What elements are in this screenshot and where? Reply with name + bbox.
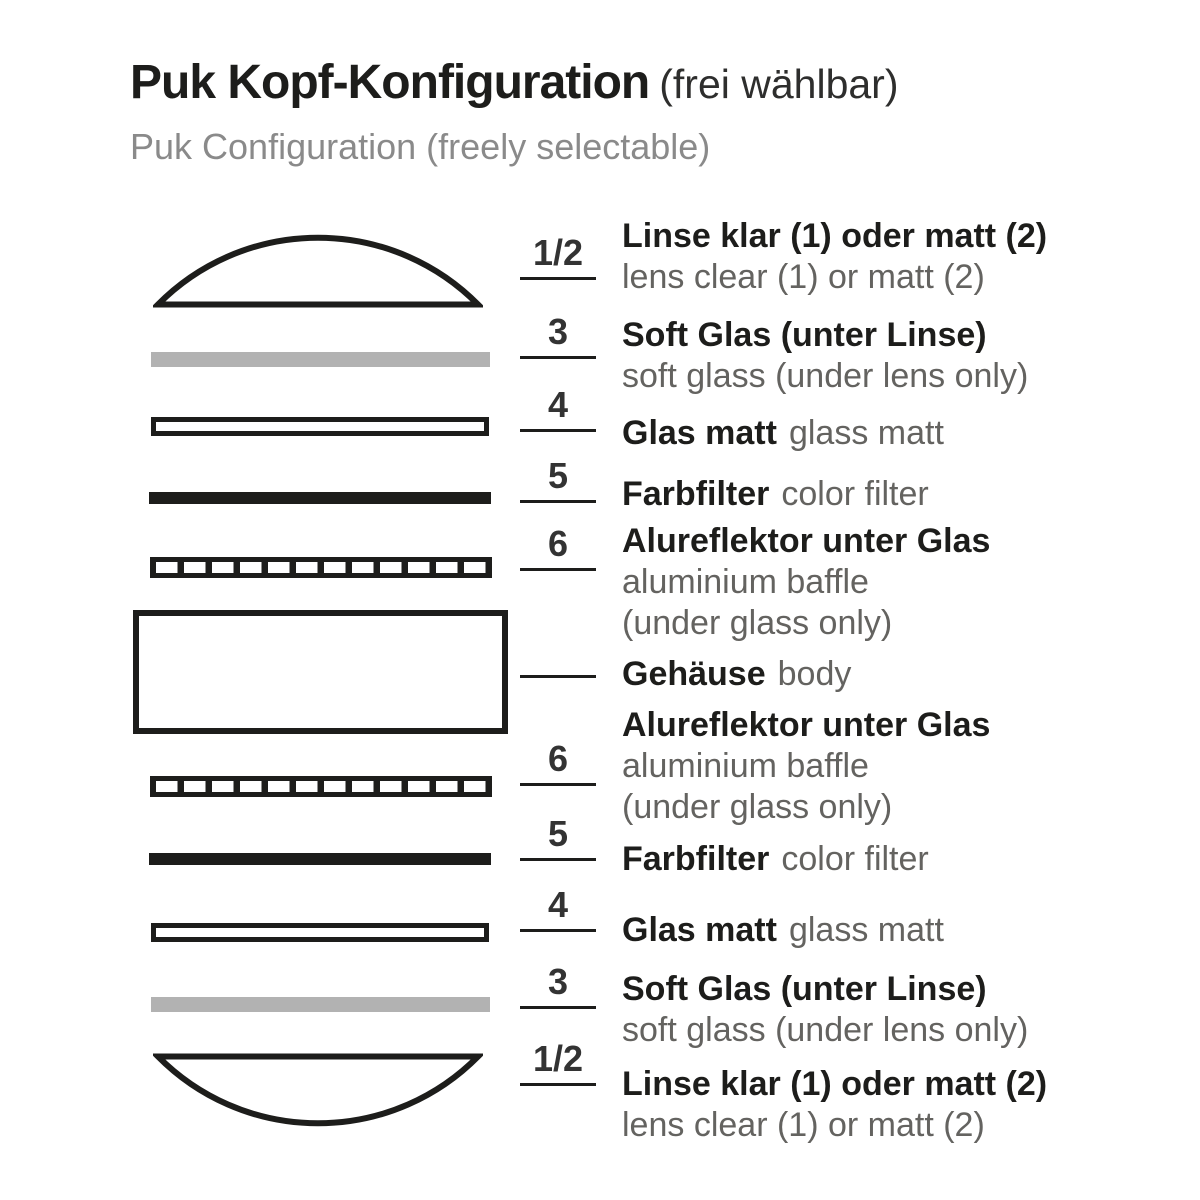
label-glass-matt-bottom-en: glass matt	[788, 911, 944, 949]
label-color-filter-bottom-en: color filter	[781, 840, 929, 878]
label-lens-top-de: Linse klar (1) oder matt (2)	[622, 217, 1048, 255]
label-baffle-top-en2: (under glass only)	[622, 604, 893, 642]
page-title	[130, 56, 898, 111]
label-baffle-bottom-en: aluminium baffle	[622, 747, 869, 785]
label-glass-matt-top	[622, 413, 944, 454]
callout-number-glass-matt-top: 4	[520, 387, 596, 432]
label-color-filter-top-de: Farbfilter	[622, 475, 770, 513]
alu-baffle-bar-bottom-shape	[150, 776, 492, 797]
glass-matt-bar-bottom-shape	[151, 923, 489, 942]
label-baffle-top-de: Alureflektor unter Glas	[622, 522, 991, 560]
callout-number-soft-glass-bottom: 3	[520, 964, 596, 1009]
label-soft-glass-top	[622, 315, 1028, 397]
label-lens-bottom	[622, 1064, 1047, 1146]
label-baffle-bottom	[622, 705, 990, 828]
callout-number-glass-matt-bottom: 4	[520, 887, 596, 932]
label-baffle-bottom-en2: (under glass only)	[622, 788, 893, 826]
soft-glass-bar-top-shape	[151, 352, 490, 367]
soft-glass-bar-bottom-shape	[151, 997, 490, 1012]
label-soft-glass-top-en: soft glass (under lens only)	[622, 357, 1029, 395]
body-housing-shape	[133, 610, 508, 734]
page-subtitle: Puk Configuration (freely selectable)	[130, 126, 711, 167]
label-baffle-top-en: aluminium baffle	[622, 563, 869, 601]
label-glass-matt-bottom	[622, 910, 944, 951]
label-lens-bottom-de: Linse klar (1) oder matt (2)	[622, 1065, 1048, 1103]
label-lens-top	[622, 216, 1047, 298]
label-baffle-top	[622, 521, 990, 644]
label-baffle-bottom-de: Alureflektor unter Glas	[622, 706, 991, 744]
lens-dome-down-shape	[153, 1053, 483, 1131]
alu-baffle-slots	[156, 562, 486, 573]
callout-number-lens-bottom: 1/2	[520, 1041, 596, 1086]
color-filter-bar-bottom-shape	[149, 853, 491, 865]
label-soft-glass-bottom	[622, 969, 1028, 1051]
label-color-filter-top	[622, 474, 929, 515]
label-glass-matt-top-en: glass matt	[788, 414, 944, 452]
color-filter-bar-top-shape	[149, 492, 491, 504]
callout-number-baffle-top: 6	[520, 526, 596, 571]
label-color-filter-top-en: color filter	[781, 475, 929, 513]
callout-number-lens-top: 1/2	[520, 235, 596, 280]
label-soft-glass-bottom-en: soft glass (under lens only)	[622, 1011, 1029, 1049]
label-glass-matt-bottom-de: Glas matt	[622, 911, 777, 949]
alu-baffle-slots	[156, 781, 486, 792]
label-glass-matt-top-de: Glas matt	[622, 414, 777, 452]
lens-dome-up-shape	[153, 230, 483, 308]
callout-number-color-filter-bottom: 5	[520, 816, 596, 861]
label-lens-bottom-en: lens clear (1) or matt (2)	[622, 1106, 985, 1144]
label-color-filter-bottom-de: Farbfilter	[622, 840, 770, 878]
label-soft-glass-bottom-de: Soft Glas (unter Linse)	[622, 970, 987, 1008]
alu-baffle-bar-top-shape	[150, 557, 492, 578]
label-color-filter-bottom	[622, 839, 929, 880]
glass-matt-bar-top-shape	[151, 417, 489, 436]
label-soft-glass-top-de: Soft Glas (unter Linse)	[622, 316, 987, 354]
callout-number-baffle-bottom: 6	[520, 741, 596, 786]
callout-number-soft-glass-top: 3	[520, 314, 596, 359]
callout-number-color-filter-top: 5	[520, 458, 596, 503]
callout-line-body	[520, 675, 596, 678]
label-body	[622, 654, 851, 695]
page-title-note: (frei wählbar)	[659, 61, 899, 107]
page-title-de: Puk Kopf-Konfiguration	[130, 56, 650, 109]
label-lens-top-en: lens clear (1) or matt (2)	[622, 258, 985, 296]
label-body-de: Gehäuse	[622, 655, 766, 693]
label-body-en: body	[777, 655, 852, 693]
